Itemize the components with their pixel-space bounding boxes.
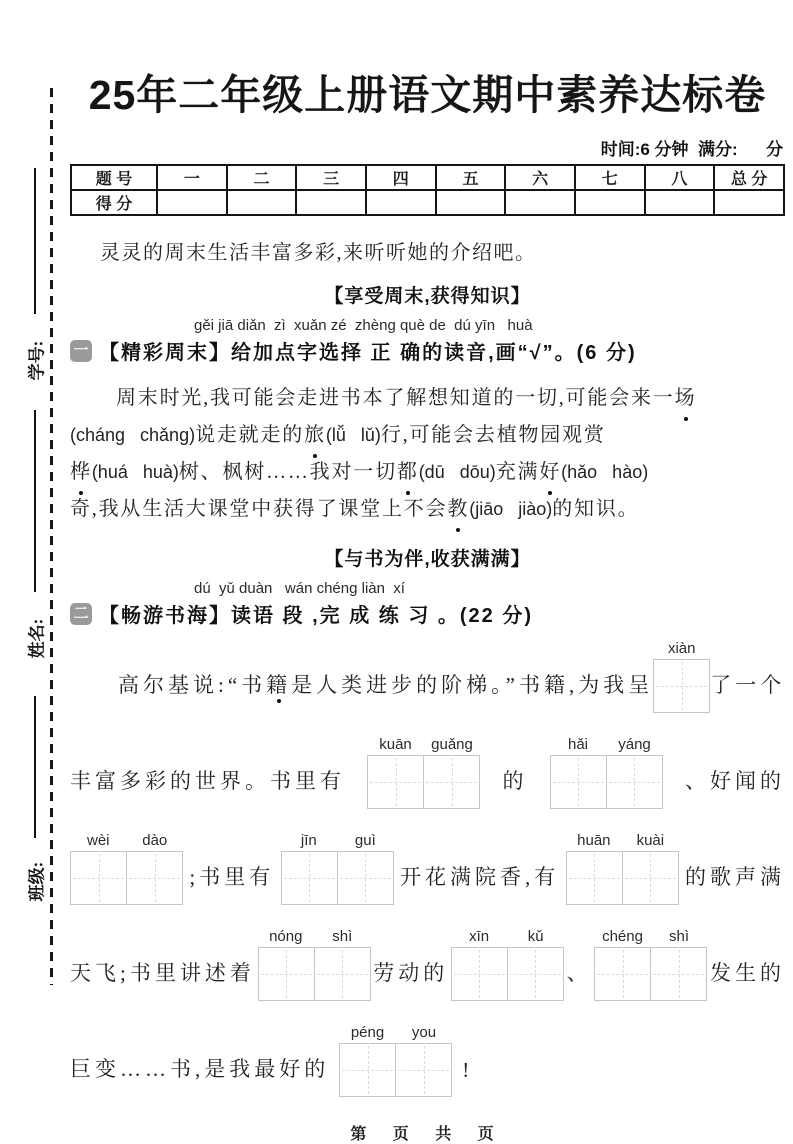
passage-text: 、 bbox=[566, 961, 592, 985]
dotted-character: 籍 bbox=[266, 669, 291, 699]
score-table-header-cell: 七 bbox=[575, 165, 645, 190]
score-table-header-cell: 八 bbox=[645, 165, 715, 190]
writing-grid bbox=[70, 832, 183, 905]
question1-pinyin: gěi jiā diǎn zì xuǎn zé zhèng què de dú yīn huà bbox=[194, 317, 533, 334]
section2-header: 【与书为伴,收获满满】 bbox=[324, 549, 531, 570]
passage-text: ;书里有 bbox=[189, 865, 275, 889]
pinyin-choice: (lǚ lǔ) bbox=[325, 425, 381, 445]
writing-grid-cell bbox=[606, 755, 663, 809]
passage-line bbox=[70, 380, 785, 417]
writing-grid-cell bbox=[258, 947, 315, 1001]
writing-grid-pinyin: xiàn bbox=[667, 640, 696, 657]
passage-text: 树、枫树……我对一切 bbox=[178, 461, 397, 483]
question1-passage bbox=[70, 380, 785, 528]
writing-grid bbox=[339, 1024, 452, 1097]
writing-grid-pinyin: dào bbox=[142, 832, 168, 849]
question1-number-badge: 一 bbox=[70, 340, 92, 362]
score-empty-cell bbox=[366, 190, 436, 215]
passage-text: 丰富多彩的世界。书里有 bbox=[70, 769, 345, 793]
fill-row bbox=[70, 928, 785, 1001]
score-table-header-cell: 六 bbox=[505, 165, 575, 190]
writing-grid-pinyin: nóng bbox=[269, 928, 303, 945]
page-footer: 第 页 共 页 bbox=[350, 1126, 505, 1143]
writing-grid bbox=[367, 736, 480, 809]
writing-grid-pinyin: kuài bbox=[636, 832, 665, 849]
writing-grid-cell bbox=[622, 851, 679, 905]
passage-text: 巨变……书,是我最好的 bbox=[70, 1057, 330, 1081]
question1-line bbox=[70, 336, 785, 365]
fill-row bbox=[70, 640, 785, 713]
passage-text: 、好闻的 bbox=[685, 769, 785, 793]
question2-pinyin: dú yǔ duàn wán chéng liàn xí bbox=[194, 580, 405, 597]
writing-grid bbox=[566, 832, 679, 905]
score-table-header-cell: 总 分 bbox=[714, 165, 784, 190]
name-blank-line bbox=[34, 410, 36, 592]
passage-line bbox=[70, 454, 785, 491]
dotted-character: 桦 bbox=[70, 454, 92, 491]
score-empty-cell bbox=[575, 190, 645, 215]
passage-text: 是人类进步的阶梯。”书籍,为我呈 bbox=[291, 673, 654, 697]
question2-number-badge: 二 bbox=[70, 603, 92, 625]
writing-grid-cell bbox=[507, 947, 564, 1001]
writing-grid-cell bbox=[653, 659, 710, 713]
question1-tag: 【精彩周末】 bbox=[99, 342, 231, 364]
exam-sheet bbox=[70, 0, 785, 1144]
score-table-header-cell: 五 bbox=[436, 165, 506, 190]
writing-grid-pinyin: guì bbox=[354, 832, 376, 849]
writing-grid-pinyin: kuān bbox=[379, 736, 412, 753]
writing-grid-pinyin: hǎi bbox=[567, 736, 589, 753]
writing-grid-cell bbox=[451, 947, 508, 1001]
passage-text: 说走就走的 bbox=[195, 424, 305, 446]
writing-grid-pinyin: huān bbox=[577, 832, 611, 849]
score-empty-cell bbox=[436, 190, 506, 215]
dotted-character: 好 bbox=[539, 454, 561, 491]
writing-grid bbox=[451, 928, 564, 1001]
writing-grid-cell bbox=[423, 755, 480, 809]
question2-passage bbox=[70, 640, 785, 1097]
score-empty-cell bbox=[296, 190, 366, 215]
writing-grid-pinyin: chéng bbox=[602, 928, 643, 945]
student-id-label: 学号: bbox=[27, 340, 47, 381]
writing-grid-pinyin: shì bbox=[332, 928, 353, 945]
passage-text: 开花满院香,有 bbox=[399, 865, 560, 889]
seal-dashed-line bbox=[50, 88, 53, 985]
question2-text: 【畅游书海】读语 段 ,完 成 练 习 。(22 分) bbox=[99, 605, 534, 627]
writing-grid-pinyin: shì bbox=[669, 928, 690, 945]
writing-grid bbox=[594, 928, 707, 1001]
pinyin-choice: (dū dōu) bbox=[418, 462, 496, 482]
writing-grid-cell bbox=[594, 947, 651, 1001]
score-empty-cell bbox=[227, 190, 297, 215]
writing-grid-cell bbox=[337, 851, 394, 905]
score-empty-cell bbox=[505, 190, 575, 215]
fill-row bbox=[70, 832, 785, 905]
writing-grid-cell bbox=[650, 947, 707, 1001]
pinyin-choice: (hǎo hào) bbox=[561, 462, 649, 482]
score-table-header-cell: 三 bbox=[296, 165, 366, 190]
writing-grid-cell bbox=[566, 851, 623, 905]
dotted-character: 场 bbox=[675, 380, 697, 417]
passage-text: ! bbox=[462, 1058, 474, 1082]
passage-line bbox=[70, 417, 785, 454]
passage-text: 行,可能会去植物园观赏 bbox=[380, 424, 606, 446]
writing-grid-pinyin: péng bbox=[350, 1024, 385, 1041]
writing-grid-cell bbox=[281, 851, 338, 905]
score-empty-cell bbox=[645, 190, 715, 215]
seal-sidebar bbox=[0, 0, 60, 1121]
fill-row bbox=[70, 1024, 785, 1097]
name-label: 姓名: bbox=[27, 618, 47, 659]
writing-grid bbox=[258, 928, 371, 1001]
writing-grid-cell bbox=[70, 851, 127, 905]
score-table-header-cell: 四 bbox=[366, 165, 436, 190]
time-score-info: 时间:6 分钟 满分: 分 bbox=[600, 140, 783, 159]
passage-text: 发生的 bbox=[709, 961, 785, 985]
pinyin-choice: (jiāo jiào) bbox=[469, 499, 553, 519]
page-title: 25年二年级上册语文期中素养达标卷 bbox=[88, 72, 767, 118]
score-table-header-cell: 二 bbox=[227, 165, 297, 190]
student-id-blank-line bbox=[34, 168, 36, 314]
passage-text: 充满 bbox=[495, 461, 540, 483]
writing-grid-cell bbox=[367, 755, 424, 809]
dotted-character: 都 bbox=[397, 454, 419, 491]
intro-text: 灵灵的周末生活丰富多彩,来听听她的介绍吧。 bbox=[100, 242, 537, 264]
writing-grid-pinyin: xīn bbox=[469, 928, 490, 945]
passage-text: 的 bbox=[502, 769, 528, 793]
pinyin-choice: (cháng chǎng) bbox=[70, 425, 196, 445]
writing-grid-pinyin: guǎng bbox=[431, 736, 473, 753]
score-table-header-cell: 题 号 bbox=[71, 165, 157, 190]
dotted-character: 旅 bbox=[304, 417, 326, 454]
pinyin-choice: (huá huà) bbox=[91, 462, 179, 482]
score-row-label: 得 分 bbox=[71, 190, 157, 215]
passage-text: 的歌声满 bbox=[684, 865, 785, 889]
passage-text: 周末时光,我可能会走进书本了解想知道的一切,可能会来一 bbox=[116, 387, 675, 409]
passage-text: 的知识。 bbox=[552, 498, 640, 520]
writing-grid-cell bbox=[314, 947, 371, 1001]
writing-grid-cell bbox=[339, 1043, 396, 1097]
writing-grid-pinyin: you bbox=[411, 1024, 437, 1041]
writing-grid bbox=[653, 640, 710, 713]
passage-text: 高尔基说:“书 bbox=[118, 673, 267, 697]
writing-grid bbox=[550, 736, 663, 809]
question2-line bbox=[70, 599, 785, 628]
class-label: 班级: bbox=[27, 861, 47, 902]
score-table bbox=[70, 164, 785, 216]
passage-line bbox=[70, 491, 785, 528]
writing-grid bbox=[281, 832, 394, 905]
writing-grid-pinyin: yáng bbox=[618, 736, 651, 753]
dotted-character: 教 bbox=[447, 491, 469, 528]
passage-text: 天飞;书里讲述着 bbox=[70, 961, 255, 985]
passage-text: 劳动的 bbox=[373, 961, 449, 985]
passage-text: 奇,我从生活大课堂中获得了课堂上不会 bbox=[70, 498, 448, 520]
writing-grid-pinyin: kǔ bbox=[527, 928, 544, 945]
score-empty-cell bbox=[157, 190, 227, 215]
score-empty-cell bbox=[714, 190, 784, 215]
writing-grid-cell bbox=[550, 755, 607, 809]
writing-grid-cell bbox=[126, 851, 183, 905]
question1-text: 【精彩周末】给加点字选择 正 确的读音,画“√”。(6 分) bbox=[99, 342, 637, 364]
class-blank-line bbox=[34, 696, 36, 838]
question2-tag: 【畅游书海】 bbox=[99, 605, 231, 627]
writing-grid-pinyin: wèi bbox=[86, 832, 110, 849]
score-table-header-cell: 一 bbox=[157, 165, 227, 190]
writing-grid-cell bbox=[395, 1043, 452, 1097]
writing-grid-pinyin: jīn bbox=[300, 832, 317, 849]
section1-header: 【享受周末,获得知识】 bbox=[324, 286, 531, 307]
passage-text: 了一个 bbox=[710, 673, 786, 697]
fill-row bbox=[70, 736, 785, 809]
